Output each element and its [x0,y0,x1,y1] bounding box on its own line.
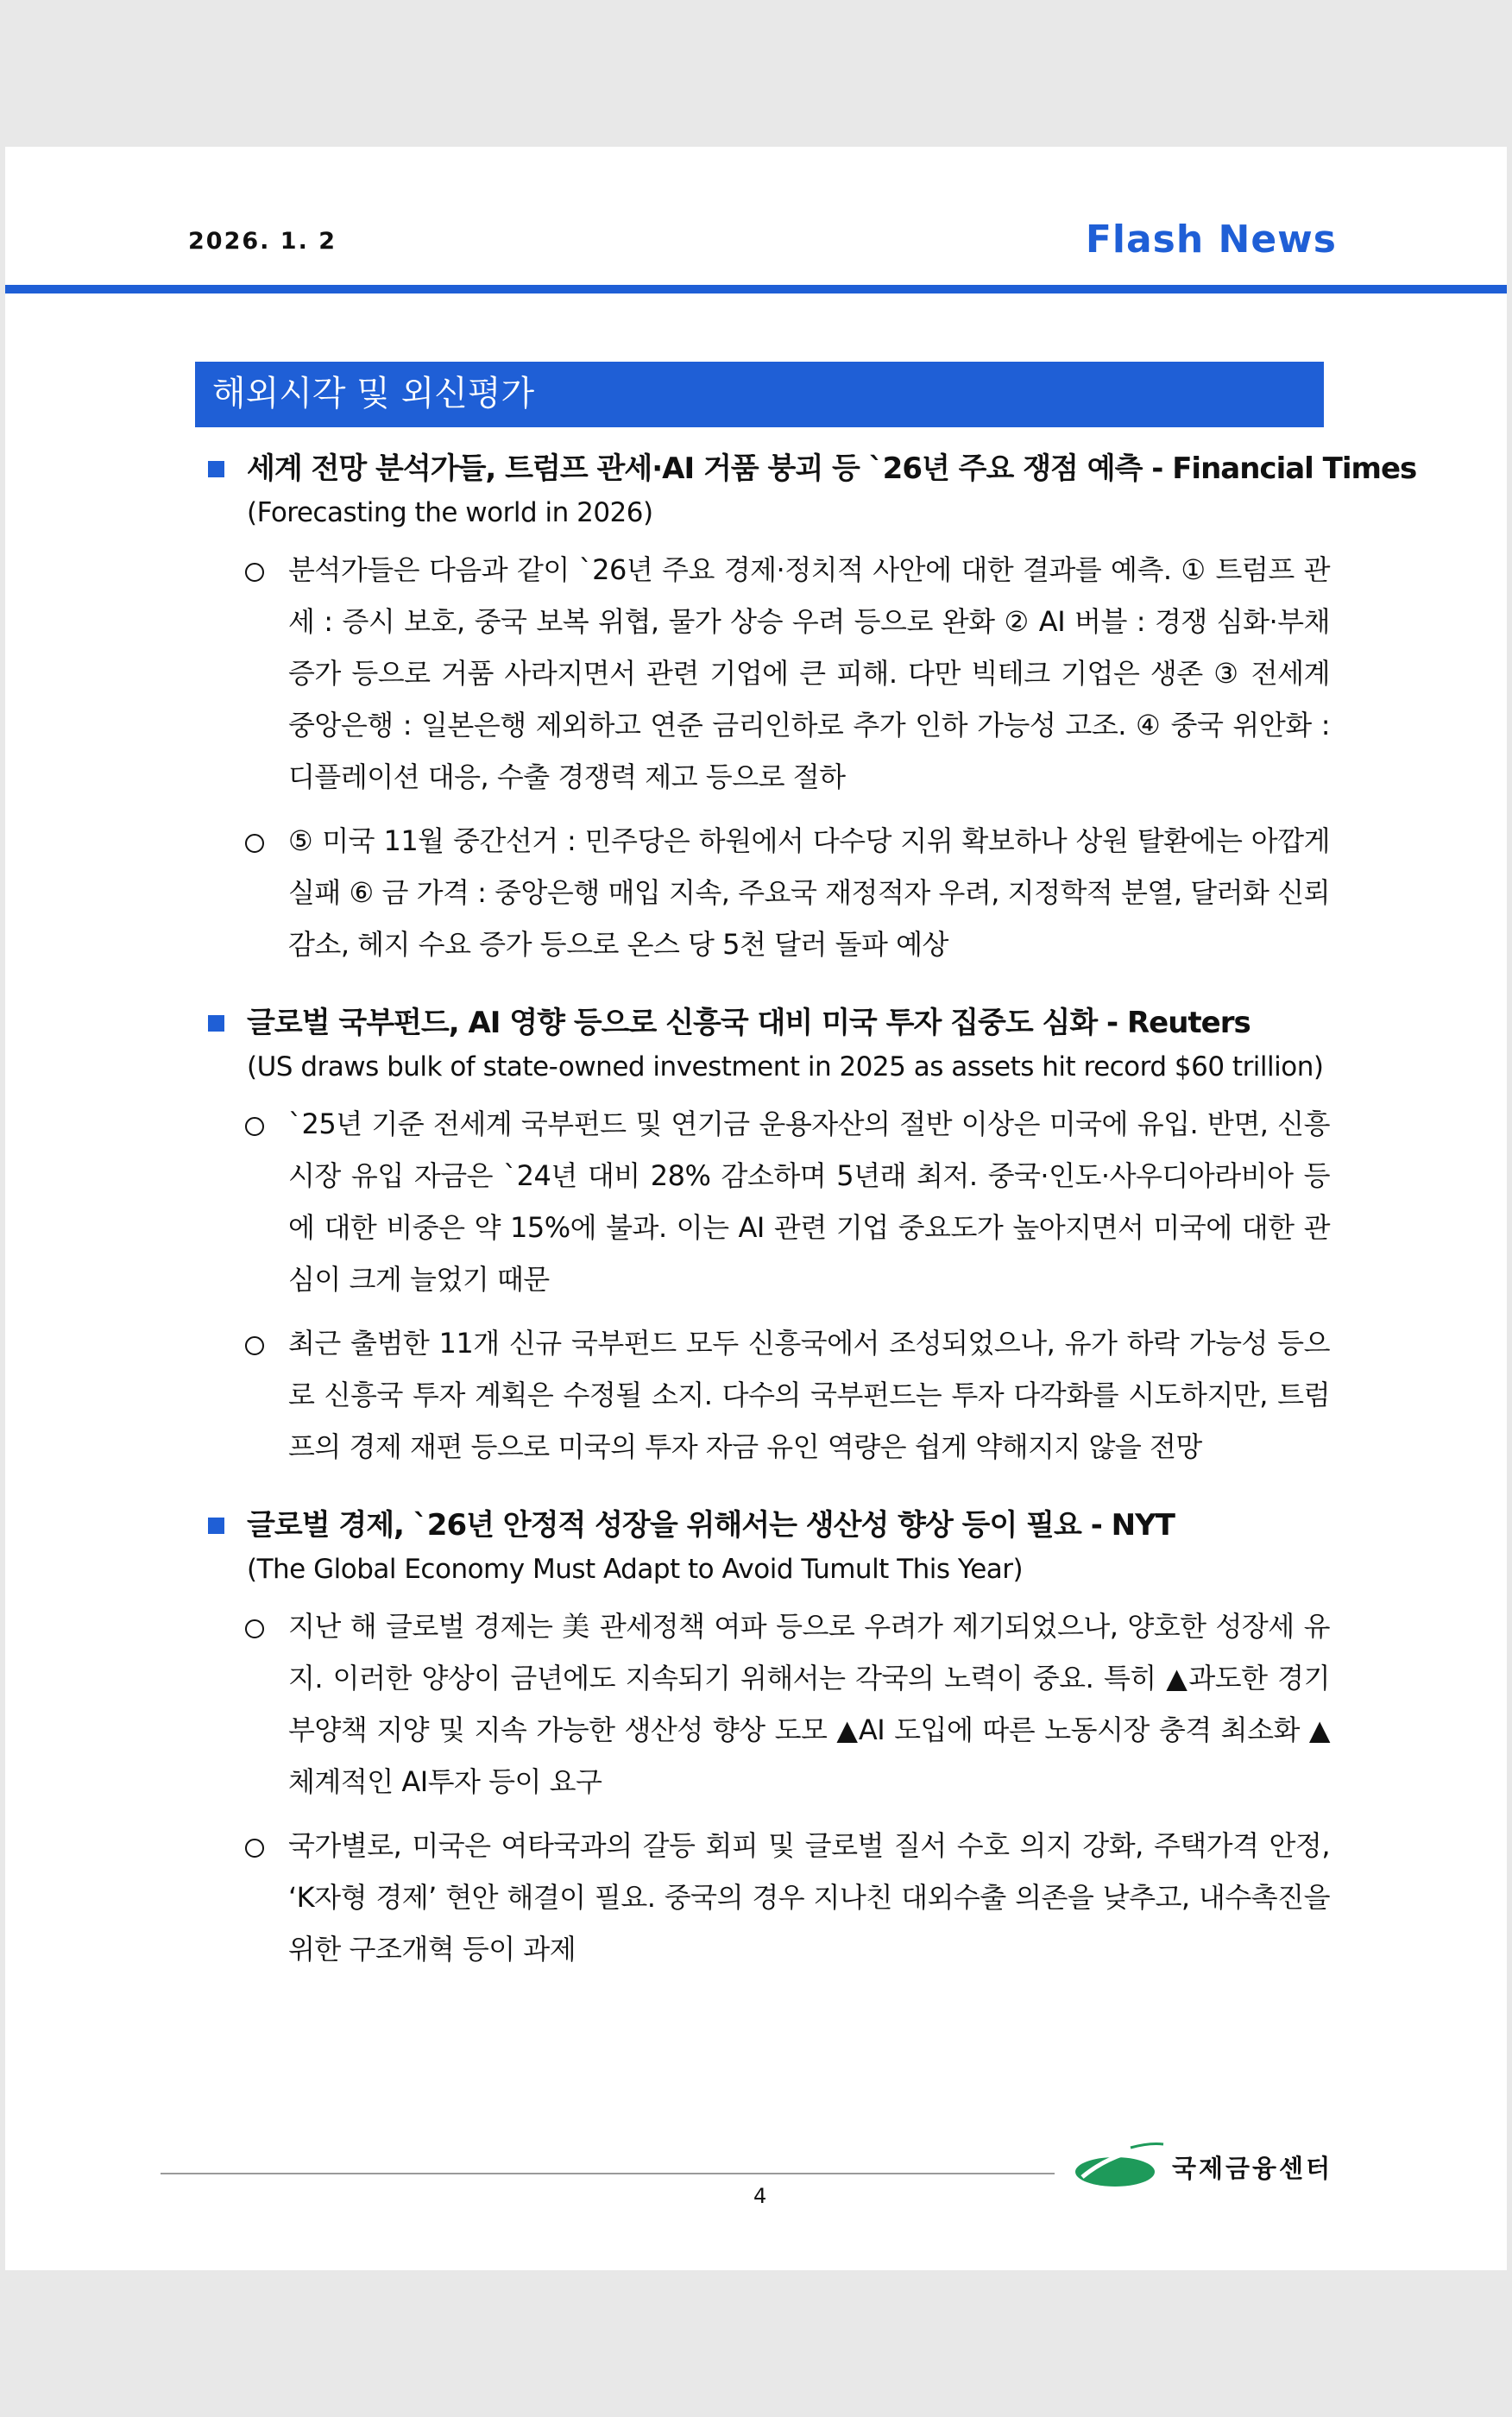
bullet-text: `25년 기준 전세계 국부펀드 및 연기금 운용자산의 절반 이상은 미국에 유입. 반면, 신흥시장 유입 자금은 `24년 대비 28% 감소하며 5년래 최저. 중국·인도·사우디아라비아 등에 대한 비중은 약 15%에 불과. 이는 AI 관련 기업 중요도가 높아지면서 미국에 대한 관심이 크게 늘었기 때문 [288,1108,1330,1296]
article-headline [195,1003,1330,1043]
circle-bullet-icon [245,1619,264,1638]
headline-text: 글로벌 경제, `26년 안정적 성장을 위해서는 생산성 향상 등이 필요 - NYT [247,1508,1175,1543]
headline-text: 글로벌 국부펀드, AI 영향 등으로 신흥국 대비 미국 투자 집중도 심화 - Reuters [247,1006,1251,1040]
bullet-item [195,815,1330,970]
bullet-text: 국가별로, 미국은 여타국과의 갈등 회피 및 글로벌 질서 수호 의지 강화, 주택가격 안정, ‘K자형 경제’ 현안 해결이 필요. 중국의 경우 지나친 대외수출 의존을 낮추고, 내수촉진을 위한 구조개혁 등이 과제 [288,1829,1330,1966]
square-bullet-icon [208,1518,224,1534]
report-date: 2026. 1. 2 [188,228,337,255]
circle-bullet-icon [245,1336,264,1355]
footer-divider [161,2173,1055,2174]
bullet-text: ⑤ 미국 11월 중간선거 : 민주당은 하원에서 다수당 지위 확보하나 상원 탈환에는 아깝게 실패 ⑥ 금 가격 : 중앙은행 매입 지속, 주요국 재정적자 우려, 지정학적 분열, 달러화 신뢰 감소, 헤지 수요 증가 등으로 온스 당 5천 달러 돌파 예상 [288,824,1330,961]
bullet-text: 최근 출범한 11개 신규 국부펀드 모두 신흥국에서 조성되었으나, 유가 하락 가능성 등으로 신흥국 투자 계획은 수정될 소지. 다수의 국부펀드는 투자 다각화를 시도하지만, 트럼프의 경제 재편 등으로 미국의 투자 자금 유인 역량은 쉽게 약해지지 않을 전망 [288,1327,1330,1463]
headline-text: 세계 전망 분석가들, 트럼프 관세·AI 거품 붕괴 등 `26년 주요 쟁점 예측 - Financial Times [247,451,1417,486]
bullet-text: 지난 해 글로벌 경제는 美 관세정책 여파 등으로 우려가 제기되었으나, 양호한 성장세 유지. 이러한 양상이 금년에도 지속되기 위해서는 각국의 노력이 중요. 특히 ▲과도한 경기부양책 지양 및 지속 가능한 생산성 향상 도모 ▲AI 도입에 따른 노동시장 충격 최소화 ▲체계적인 AI투자 등이 요구 [288,1610,1330,1798]
article [195,1505,1330,1975]
brand-title: Flash News [1085,218,1337,262]
page-number: 4 [753,2184,767,2208]
bullet-item [195,1820,1330,1975]
square-bullet-icon [208,461,224,477]
circle-bullet-icon [245,1839,264,1858]
bullet-text: 분석가들은 다음과 같이 `26년 주요 경제·정치적 사안에 대한 결과를 예측. ① 트럼프 관세 : 증시 보호, 중국 보복 위협, 물가 상승 우려 등으로 완화 ② AI 버블 : 경쟁 심화·부채 증가 등으로 거품 사라지면서 관련 기업에 큰 피해. 다만 빅테크 기업은 생존 ③ 전세계 중앙은행 : 일본은행 제외하고 연준 금리인하로 추가 인하 가능성 고조. ④ 중국 위안화 : 디플레이션 대응, 수출 경쟁력 제고 등으로 절하 [288,553,1330,793]
bullet-item [195,544,1330,803]
article [195,449,1417,970]
square-bullet-icon [208,1015,224,1032]
header-divider [5,285,1507,293]
article-subtitle: (The Global Economy Must Adapt to Avoid Tumult This Year) [247,1554,1024,1585]
bullet-item [195,1600,1330,1808]
article [195,1003,1330,1473]
circle-bullet-icon [245,1117,264,1136]
kcif-logo-icon [1070,2139,1165,2191]
section-title: 해외시각 및 외신평가 [212,374,535,413]
article-list [195,449,1417,2008]
bullet-item [195,1317,1330,1473]
article-subtitle: (Forecasting the world in 2026) [247,497,653,528]
article-headline [195,449,1417,489]
article-headline [195,1505,1330,1545]
circle-bullet-icon [245,563,264,582]
article-subtitle: (US draws bulk of state-owned investment in 2025 as assets hit record $60 trillion) [247,1051,1324,1082]
circle-bullet-icon [245,834,264,853]
bullet-item [195,1098,1330,1305]
organization-name: 국제금융센터 [1172,2154,1333,2183]
